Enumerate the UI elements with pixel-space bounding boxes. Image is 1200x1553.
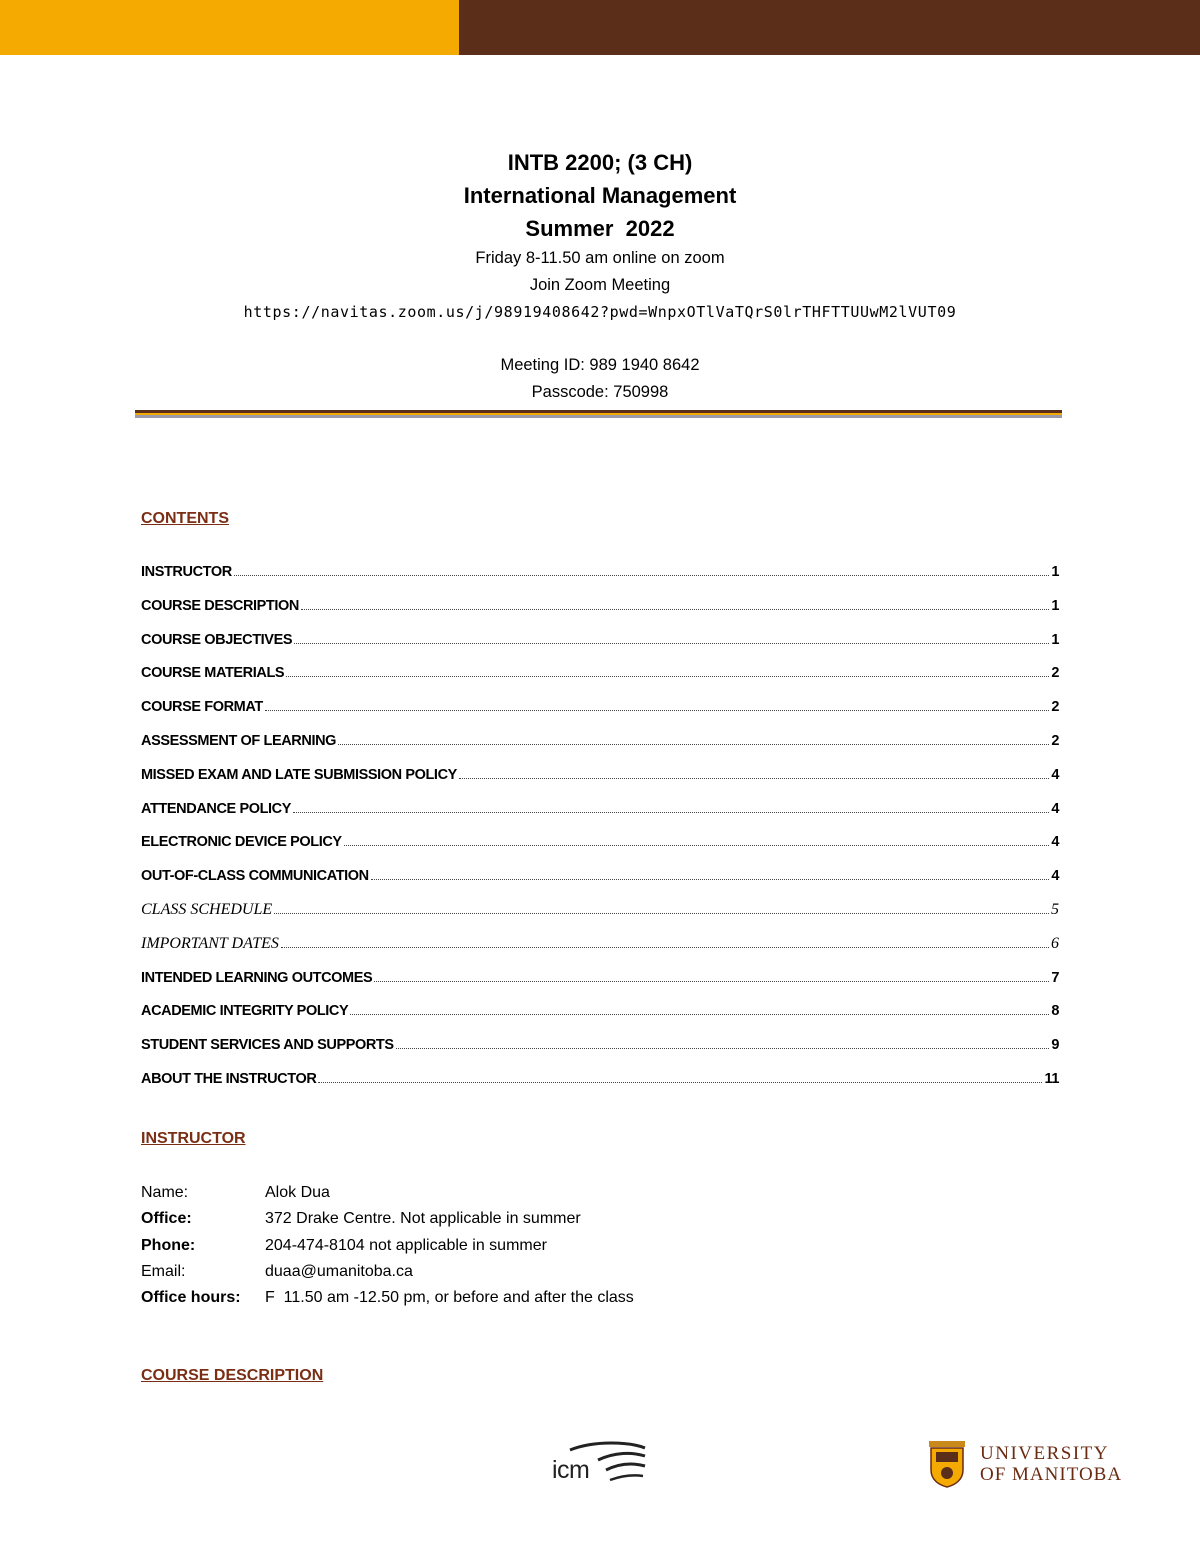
instructor-office-row <box>141 1206 634 1232</box>
toc-entry[interactable] <box>141 898 1059 932</box>
toc-dot-leader <box>286 676 1049 677</box>
toc-entry-label: ASSESSMENT OF LEARNING <box>141 732 337 749</box>
toc-entry-label: COURSE OBJECTIVES <box>141 631 293 648</box>
toc-entry[interactable] <box>141 560 1059 594</box>
toc-entry-page: 7 <box>1051 969 1059 986</box>
course-description-heading[interactable]: COURSE DESCRIPTION <box>141 1367 324 1384</box>
icm-logo <box>550 1438 650 1488</box>
top-bar-brown <box>459 0 1200 55</box>
toc-dot-leader <box>344 845 1050 846</box>
email-value[interactable]: duaa@umanitoba.ca <box>265 1262 413 1280</box>
toc-entry-page: 5 <box>1051 900 1059 918</box>
toc-entry-page: 4 <box>1051 800 1059 817</box>
toc-entry-label: IMPORTANT DATES <box>141 934 279 952</box>
toc-entry[interactable] <box>141 999 1059 1033</box>
toc-entry-page: 1 <box>1051 564 1059 580</box>
toc-entry-label: STUDENT SERVICES AND SUPPORTS <box>141 1037 394 1054</box>
toc-dot-leader <box>274 913 1049 914</box>
zoom-join-text: Join Zoom Meeting <box>529 276 671 294</box>
toc-entry-label: COURSE MATERIALS <box>141 665 285 682</box>
toc-dot-leader <box>318 1082 1042 1083</box>
toc-entry[interactable] <box>141 1033 1059 1067</box>
toc-entry[interactable] <box>141 594 1059 628</box>
toc-entry-page: 2 <box>1051 699 1059 716</box>
toc-entry[interactable] <box>141 797 1059 831</box>
toc-entry-label: ATTENDANCE POLICY <box>141 800 292 817</box>
table-of-contents <box>141 560 1059 1101</box>
toc-entry[interactable] <box>141 1067 1059 1101</box>
hours-value: F 11.50 am -12.50 pm, or before and after the class <box>265 1289 634 1307</box>
toc-entry-label: ELECTRONIC DEVICE POLICY <box>141 834 342 851</box>
contents-heading[interactable]: CONTENTS <box>141 510 229 527</box>
toc-dot-leader <box>338 744 1049 745</box>
toc-dot-leader <box>459 778 1049 779</box>
toc-entry-page: 2 <box>1051 665 1059 682</box>
toc-dot-leader <box>396 1048 1050 1049</box>
toc-entry-page: 6 <box>1051 934 1059 952</box>
toc-entry-page: 1 <box>1051 631 1059 648</box>
toc-entry-page: 4 <box>1051 868 1059 885</box>
um-logo-line1: UNIVERSITY <box>980 1443 1109 1464</box>
course-term: Summer 2022 <box>525 216 675 241</box>
course-title: International Management <box>463 183 737 208</box>
footer-logos <box>0 1430 1200 1510</box>
toc-dot-leader <box>350 1014 1049 1015</box>
name-label: Name: <box>141 1184 189 1201</box>
toc-dot-leader <box>234 575 1050 576</box>
toc-entry-label: COURSE DESCRIPTION <box>141 597 299 614</box>
university-of-manitoba-logo <box>980 1444 1122 1486</box>
top-bar-gold <box>0 0 459 55</box>
email-label: Email: <box>141 1262 186 1280</box>
toc-dot-leader <box>301 609 1049 610</box>
icm-logo-text: icm <box>552 1456 590 1484</box>
toc-entry[interactable] <box>141 864 1059 898</box>
toc-entry-label: ACADEMIC INTEGRITY POLICY <box>141 1003 349 1020</box>
instructor-phone-row <box>141 1233 634 1259</box>
toc-entry-label: ABOUT THE INSTRUCTOR <box>141 1070 317 1087</box>
toc-dot-leader <box>374 981 1049 982</box>
office-label: Office: <box>141 1210 192 1228</box>
um-logo-line2: OF MANITOBA <box>980 1464 1123 1485</box>
toc-entry-label: MISSED EXAM AND LATE SUBMISSION POLICY <box>141 766 457 783</box>
instructor-heading[interactable]: INSTRUCTOR <box>141 1130 246 1147</box>
instructor-email-row <box>141 1259 634 1285</box>
toc-dot-leader <box>371 879 1050 880</box>
toc-entry[interactable] <box>141 830 1059 864</box>
toc-dot-leader <box>281 947 1049 948</box>
toc-entry-page: 2 <box>1051 732 1059 749</box>
toc-entry-label: CLASS SCHEDULE <box>141 900 273 918</box>
hours-label: Office hours: <box>141 1289 241 1307</box>
toc-entry-label: INSTRUCTOR <box>141 564 232 580</box>
course-header <box>0 146 1200 406</box>
toc-dot-leader <box>265 710 1050 711</box>
instructor-hours-row <box>141 1285 634 1311</box>
toc-entry[interactable] <box>141 966 1059 1000</box>
toc-entry-page: 8 <box>1051 1003 1059 1020</box>
top-color-bar <box>0 0 1200 55</box>
toc-dot-leader <box>294 643 1049 644</box>
phone-value: 204-474-8104 not applicable in summer <box>265 1236 547 1254</box>
toc-entry-page: 4 <box>1051 834 1059 851</box>
instructor-details <box>141 1180 634 1311</box>
toc-entry-page: 9 <box>1051 1037 1059 1054</box>
office-value: 372 Drake Centre. Not applicable in summer <box>265 1210 581 1228</box>
toc-entry-page: 11 <box>1044 1070 1059 1087</box>
toc-entry[interactable] <box>141 695 1059 729</box>
instructor-name-row <box>141 1180 634 1206</box>
header-divider <box>135 410 1062 418</box>
toc-dot-leader <box>293 812 1049 813</box>
toc-entry[interactable] <box>141 729 1059 763</box>
toc-entry-page: 1 <box>1051 597 1059 614</box>
phone-label: Phone: <box>141 1236 196 1254</box>
toc-entry[interactable] <box>141 628 1059 662</box>
course-code: INTB 2200; (3 CH) <box>507 150 693 175</box>
course-schedule: Friday 8-11.50 am online on zoom <box>475 249 725 267</box>
toc-entry-label: OUT-OF-CLASS COMMUNICATION <box>141 868 369 885</box>
meeting-id: Meeting ID: 989 1940 8642 <box>500 356 700 374</box>
toc-entry[interactable] <box>141 661 1059 695</box>
university-crest-icon <box>928 1440 966 1488</box>
passcode: Passcode: 750998 <box>531 383 669 401</box>
name-value: Alok Dua <box>265 1184 330 1201</box>
toc-entry-label: INTENDED LEARNING OUTCOMES <box>141 969 373 986</box>
zoom-link[interactable]: https://navitas.zoom.us/j/98919408642?pwd=WnpxOTlVaTQrS0lrTHFTTUUwM2lVUT09 <box>243 303 957 321</box>
toc-entry-label: COURSE FORMAT <box>141 699 263 716</box>
toc-entry[interactable] <box>141 932 1059 966</box>
toc-entry-page: 4 <box>1051 766 1059 783</box>
toc-entry[interactable] <box>141 763 1059 797</box>
